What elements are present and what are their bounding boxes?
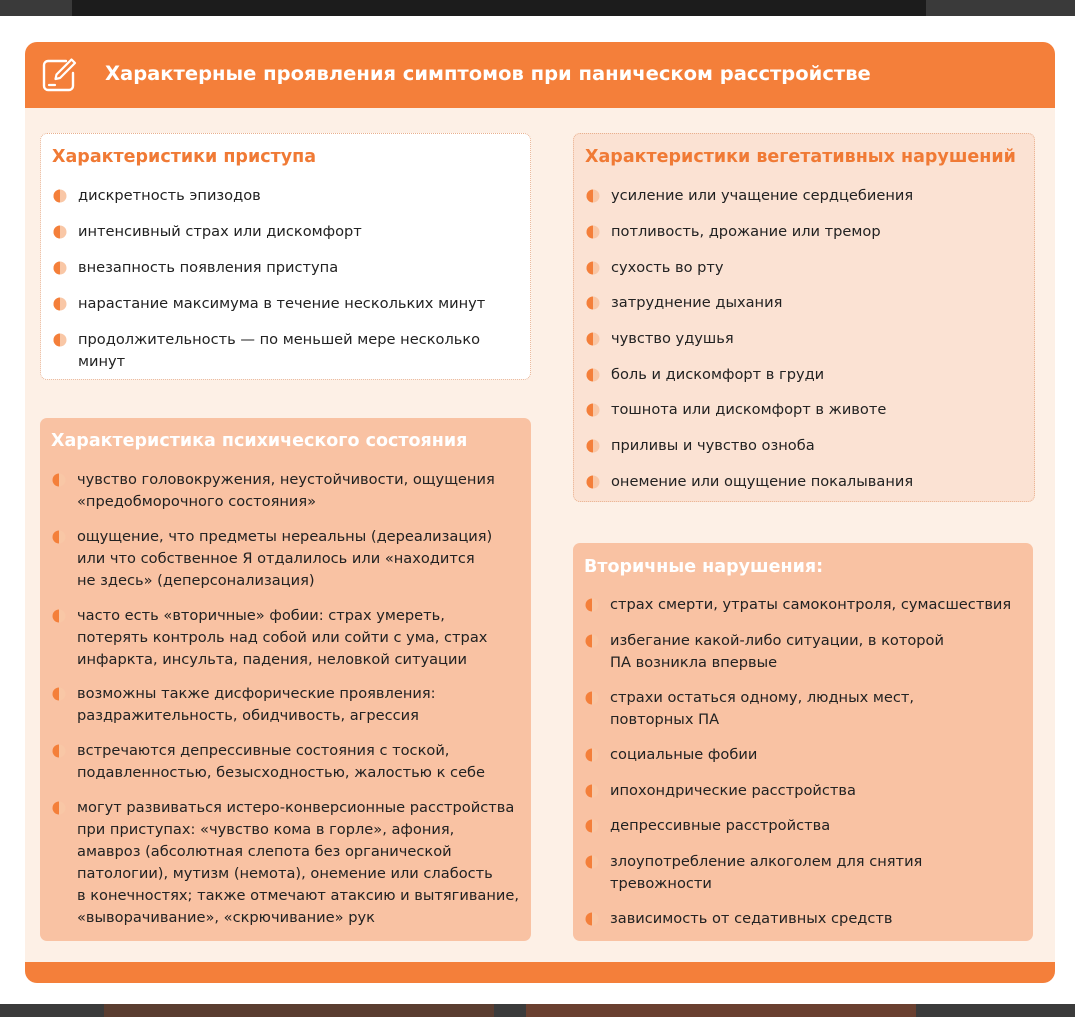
list-item-text: встречаются депрессивные состояния с тоской, подавленностью, безысходностью, жалостью к себе — [77, 742, 486, 781]
list-item-text: приливы и чувство озноба — [611, 437, 815, 454]
list-item-text: ипохондрические расстройства — [610, 782, 856, 799]
list-item-text: внезапность появления приступа — [78, 259, 339, 276]
half-circle-bullet-icon — [52, 744, 66, 758]
list-item-text: возможны также дисфорические проявления: раздражительность, обидчивость, агрессия — [77, 685, 436, 724]
panel-vegetative — [573, 133, 1035, 502]
list-item-text: чувство удушья — [611, 330, 734, 347]
half-circle-bullet-icon — [53, 189, 67, 203]
panel-attack — [40, 133, 531, 380]
half-circle-bullet-icon — [52, 473, 66, 487]
symptoms-card — [25, 42, 1055, 983]
list-item-text: интенсивный страх или дискомфорт — [78, 223, 362, 240]
list-item-text: нарастание максимума в течение нескольких минут — [78, 295, 486, 312]
half-circle-bullet-icon — [585, 819, 599, 833]
half-circle-bullet-icon — [585, 691, 599, 705]
half-circle-bullet-icon — [586, 403, 600, 417]
list-item-text: избегание какой-либо ситуации, в которой ПА возникла впервые — [610, 632, 944, 671]
half-circle-bullet-icon — [53, 297, 67, 311]
half-circle-bullet-icon — [586, 296, 600, 310]
card-footer — [25, 962, 1055, 983]
top-cropped-strip — [0, 0, 1075, 16]
list-item-text: депрессивные расстройства — [610, 817, 831, 834]
list-item-text: страхи остаться одному, людных мест, повторных ПА — [610, 689, 915, 728]
half-circle-bullet-icon — [586, 189, 600, 203]
half-circle-bullet-icon — [586, 475, 600, 489]
half-circle-bullet-icon — [585, 855, 599, 869]
half-circle-bullet-icon — [586, 332, 600, 346]
list-item-text: злоупотребление алкоголем для снятия тревожности — [610, 853, 923, 892]
half-circle-bullet-icon — [52, 609, 66, 623]
half-circle-bullet-icon — [586, 261, 600, 275]
panel-mental-title: Характеристика психического состояния — [51, 431, 468, 451]
list-item-text: чувство головокружения, неустойчивости, ощущения «предобморочного состояния» — [77, 471, 495, 510]
panel-secondary — [573, 543, 1033, 941]
bottom-cropped-left — [104, 1004, 494, 1017]
half-circle-bullet-icon — [585, 598, 599, 612]
list-item-text: потливость, дрожание или тремор — [611, 223, 881, 240]
bottom-cropped-right — [526, 1004, 916, 1017]
list-item-text: затруднение дыхания — [611, 294, 783, 311]
half-circle-bullet-icon — [53, 333, 67, 347]
list-item-text: ощущение, что предметы нереальны (дереализация) или что собственное Я отдалилось или «находится не здесь» (деперсонализация) — [77, 528, 493, 589]
edit-note-icon — [39, 55, 79, 95]
list-item-text: страх смерти, утраты самоконтроля, сумасшествия — [610, 596, 1012, 613]
half-circle-bullet-icon — [52, 801, 66, 815]
half-circle-bullet-icon — [53, 225, 67, 239]
list-item-text: продолжительность — по меньшей мере несколько минут — [78, 331, 481, 370]
list-item-text: могут развиваться истеро-конверсионные расстройства при приступах: «чувство кома в горле», афония, амавроз (абсолютная слепота без органической патологии), мутизм (немота), онемение или слабость в конечностях; также отмечают атаксию и вытягивание, «выворачивание», «скрючивание» рук — [77, 799, 520, 926]
list-item-text: социальные фобии — [610, 746, 758, 763]
half-circle-bullet-icon — [52, 530, 66, 544]
panel-secondary-title: Вторичные нарушения: — [584, 557, 824, 577]
list-item-text: зависимость от седативных средств — [610, 910, 893, 927]
list-item-text: усиление или учащение сердцебиения — [611, 187, 914, 204]
top-cropped-strip-inner — [72, 0, 926, 16]
list-item-text: часто есть «вторичные» фобии: страх умереть, потерять контроль над собой или сойти с ума, страх инфаркта, инсульта, падения, неловкой ситуации — [77, 607, 488, 668]
list-item-text: боль и дискомфорт в груди — [611, 366, 825, 383]
bottom-cropped-strip — [0, 1004, 1075, 1017]
half-circle-bullet-icon — [586, 368, 600, 382]
half-circle-bullet-icon — [586, 439, 600, 453]
card-header — [25, 42, 1055, 108]
half-circle-bullet-icon — [585, 748, 599, 762]
half-circle-bullet-icon — [585, 912, 599, 926]
list-item-text: тошнота или дискомфорт в животе — [611, 401, 887, 418]
page-title: Характерные проявления симптомов при паническом расстройстве — [105, 62, 871, 85]
list-item-text: дискретность эпизодов — [78, 187, 261, 204]
half-circle-bullet-icon — [52, 687, 66, 701]
half-circle-bullet-icon — [586, 225, 600, 239]
list-item-text: онемение или ощущение покалывания — [611, 473, 914, 490]
half-circle-bullet-icon — [585, 784, 599, 798]
panel-vegetative-title: Характеристики вегетативных нарушений — [585, 147, 1016, 167]
panel-attack-title: Характеристики приступа — [52, 147, 317, 167]
list-item-text: сухость во рту — [611, 259, 724, 276]
panel-mental — [40, 418, 531, 941]
half-circle-bullet-icon — [585, 634, 599, 648]
half-circle-bullet-icon — [53, 261, 67, 275]
